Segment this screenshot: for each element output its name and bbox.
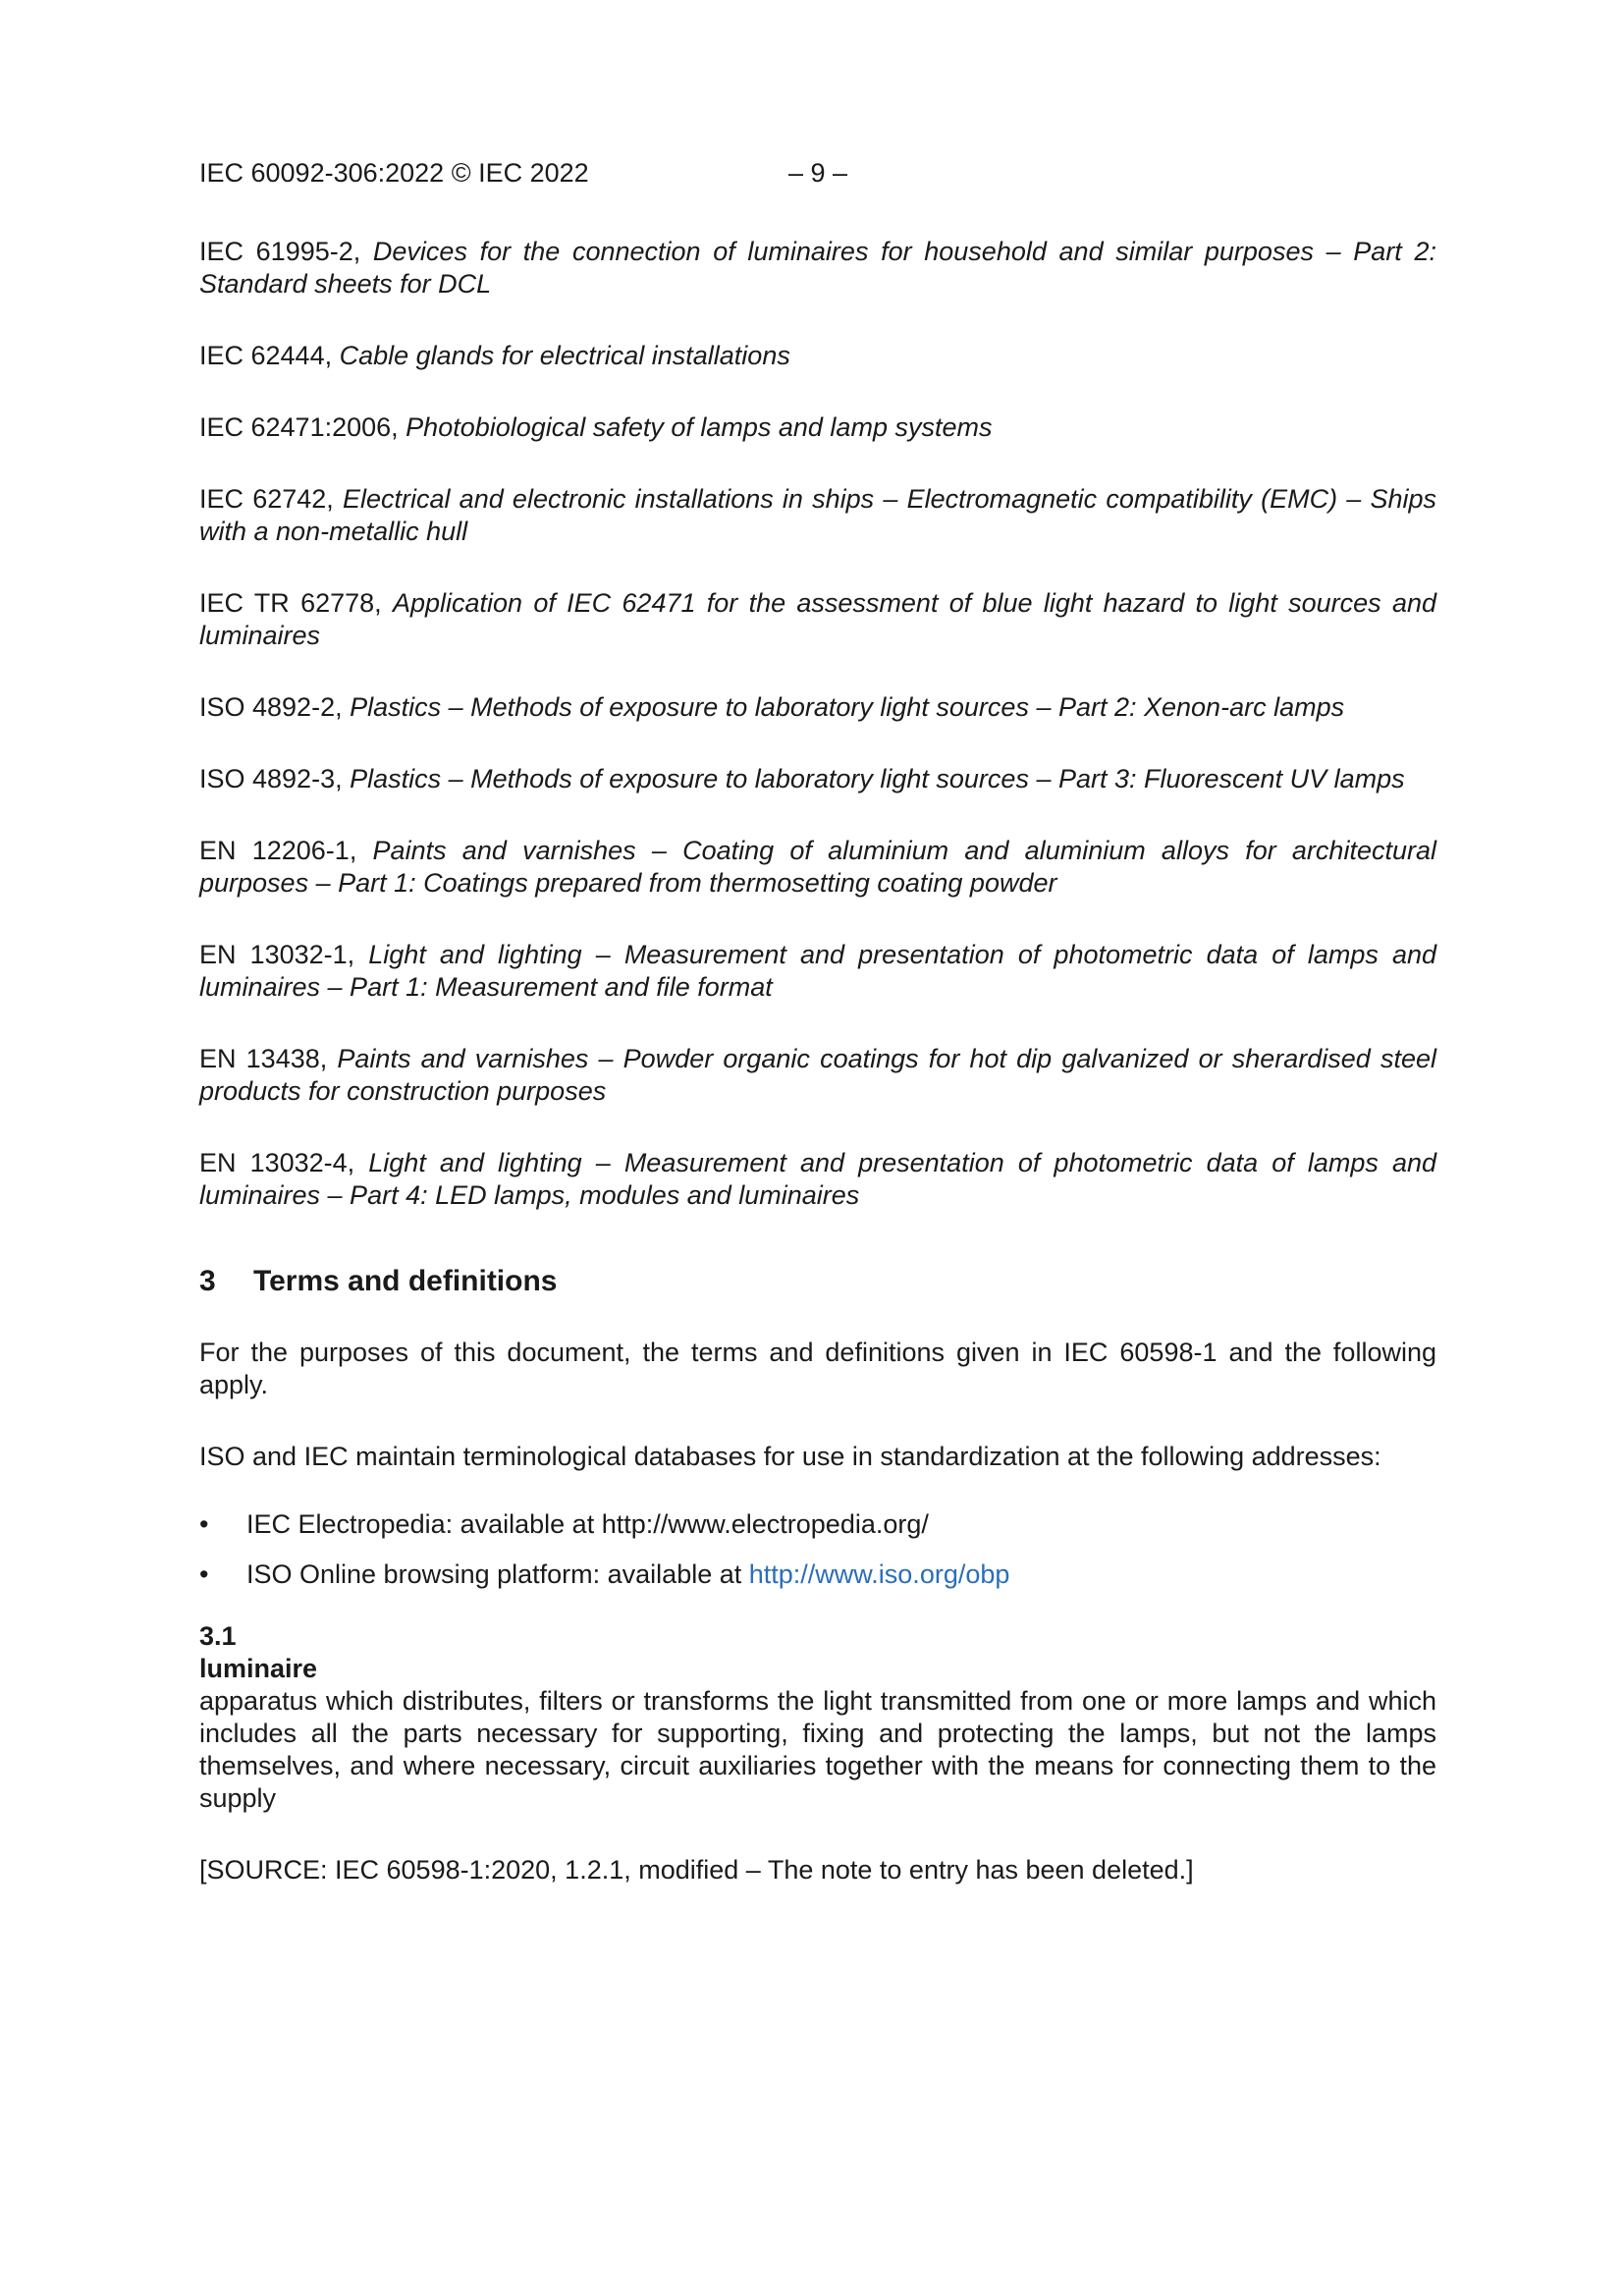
- reference-code: IEC 62742,: [199, 484, 343, 514]
- reference-code: ISO 4892-2,: [199, 692, 351, 722]
- reference-item: [199, 835, 1436, 900]
- term-word: luminaire: [199, 1654, 318, 1683]
- reference-item: [199, 1147, 1436, 1212]
- reference-title: Paints and varnishes – Powder organic coatings for hot dip galvanized or sherardised steel products for construction purposes: [199, 1044, 1436, 1106]
- reference-title: Paints and varnishes – Coating of aluminium and aluminium alloys for architectural purposes – Part 1: Coatings prepared from thermosetting coating powder: [199, 836, 1436, 898]
- list-item: [199, 1508, 1436, 1541]
- intro-paragraph: For the purposes of this document, the terms and definitions given in IEC 60598-1 and the following apply.: [199, 1338, 1436, 1399]
- database-list: [199, 1508, 1436, 1591]
- standard-identifier: IEC 60092-306:2022 © IEC 2022: [199, 158, 589, 188]
- reference-item: [199, 236, 1436, 301]
- reference-item: [199, 587, 1436, 652]
- reference-item: [199, 1043, 1436, 1108]
- term-number: 3.1: [199, 1621, 237, 1651]
- list-item: [199, 1558, 1436, 1591]
- reference-item: [199, 939, 1436, 1004]
- section-title: Terms and definitions: [253, 1265, 558, 1297]
- reference-title: Cable glands for electrical installations: [339, 341, 790, 370]
- reference-code: EN 13032-1,: [199, 940, 369, 969]
- reference-title: Electrical and electronic installations in ships – Electromagnetic compatibility (EMC) – Ships with a non-metallic hull: [199, 484, 1436, 546]
- reference-code: IEC TR 62778,: [199, 588, 393, 618]
- reference-code: EN 13438,: [199, 1044, 338, 1073]
- reference-code: IEC 62471:2006,: [199, 412, 406, 442]
- bullet-icon: •: [199, 1509, 209, 1539]
- bullet-icon: •: [199, 1559, 209, 1589]
- section-heading: [199, 1265, 1436, 1297]
- databases-paragraph: ISO and IEC maintain terminological databases for use in standardization at the following addresses:: [199, 1442, 1381, 1471]
- section-number: 3: [199, 1265, 216, 1297]
- reference-code: IEC 61995-2,: [199, 237, 373, 266]
- reference-code: EN 13032-4,: [199, 1148, 369, 1177]
- reference-code: EN 12206-1,: [199, 836, 373, 865]
- reference-title: Plastics – Methods of exposure to laboratory light sources – Part 2: Xenon-arc lamps: [350, 692, 1345, 722]
- term-entry: [199, 1620, 1436, 1815]
- reference-item: [199, 411, 1436, 444]
- reference-item: [199, 483, 1436, 548]
- page-header: [199, 157, 1436, 196]
- page-number: – 9 –: [788, 158, 848, 188]
- document-page: [199, 157, 1436, 1886]
- reference-title: Photobiological safety of lamps and lamp systems: [406, 412, 993, 442]
- reference-item: [199, 691, 1436, 724]
- reference-code: IEC 62444,: [199, 341, 340, 370]
- reference-title: Application of IEC 62471 for the assessment of blue light hazard to light sources and luminaires: [199, 588, 1436, 650]
- reference-title: Light and lighting – Measurement and presentation of photometric data of lamps and luminaires – Part 4: LED lamps, modules and luminaires: [199, 1148, 1436, 1210]
- reference-title: Light and lighting – Measurement and presentation of photometric data of lamps and luminaires – Part 1: Measurement and file format: [199, 940, 1436, 1002]
- term-definition: apparatus which distributes, filters or transforms the light transmitted from one or more lamps and which includes all the parts necessary for supporting, fixing and protecting the lamps, but not the lamps themselves, and where necessary, circuit auxiliaries together with the means for connecting them to the supply: [199, 1686, 1436, 1813]
- obp-link[interactable]: http://www.iso.org/obp: [748, 1559, 1010, 1589]
- reference-item: [199, 340, 1436, 372]
- reference-title: Plastics – Methods of exposure to laboratory light sources – Part 3: Fluorescent UV lamps: [350, 764, 1405, 793]
- electropedia-text: IEC Electropedia: available at http://www.electropedia.org/: [246, 1509, 929, 1539]
- reference-item: [199, 763, 1436, 795]
- normative-references-list: [199, 236, 1436, 1212]
- reference-title: Devices for the connection of luminaires for household and similar purposes – Part 2: Standard sheets for DCL: [199, 237, 1436, 299]
- reference-code: ISO 4892-3,: [199, 764, 351, 793]
- term-source: [SOURCE: IEC 60598-1:2020, 1.2.1, modified – The note to entry has been deleted.]: [199, 1855, 1194, 1885]
- obp-text: ISO Online browsing platform: available at: [246, 1559, 749, 1589]
